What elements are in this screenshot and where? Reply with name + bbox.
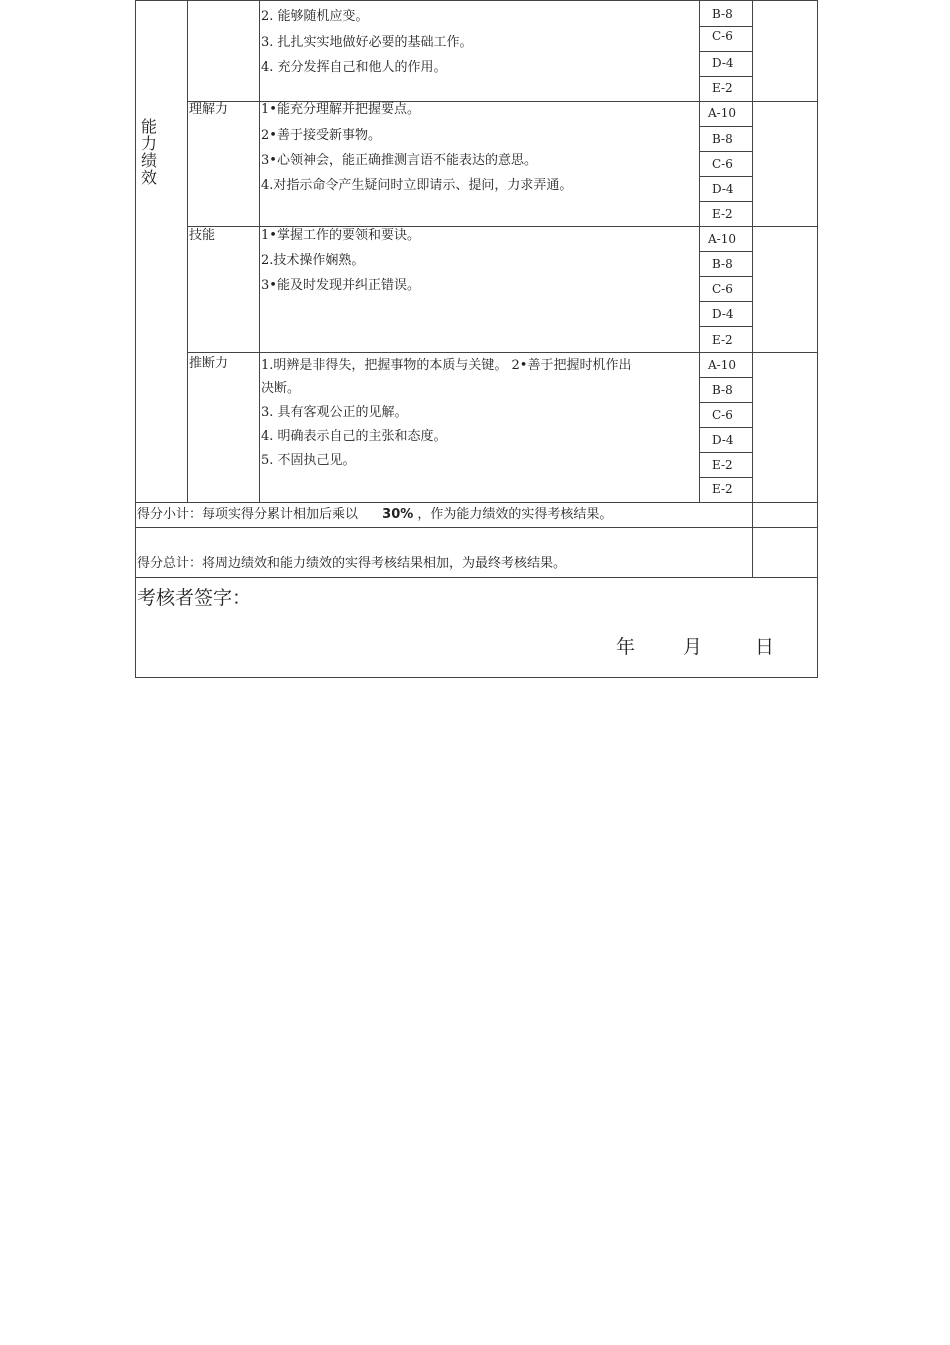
grade-option[interactable]: E-2 — [712, 333, 733, 347]
criterion-item: 3•能及时发现并纠正错误。 — [261, 278, 420, 293]
grade-sep — [699, 151, 752, 152]
signature-top — [135, 577, 818, 578]
grade-option[interactable]: A-10 — [708, 358, 736, 372]
col-sep-category — [187, 0, 188, 502]
grade-option[interactable]: A-10 — [708, 232, 736, 246]
criterion-item: 4. 明确表示自己的主张和态度。 — [261, 429, 447, 444]
grade-sep — [699, 201, 752, 202]
subtotal-percent: 30% — [382, 507, 414, 522]
grade-sep — [699, 427, 752, 428]
criterion-item: 1•掌握工作的要领和要诀。 — [261, 228, 420, 243]
grade-sep — [699, 276, 752, 277]
criterion-item: 4.对指示命令产生疑问时立即请示、提问，力求弄通。 — [261, 178, 573, 193]
date-year[interactable]: 年 — [616, 636, 636, 658]
grade-option[interactable]: D-4 — [712, 56, 734, 70]
criterion-item: 决断。 — [261, 381, 301, 396]
grade-option[interactable]: D-4 — [712, 182, 734, 196]
grade-option[interactable]: C-6 — [712, 29, 733, 43]
grade-sep — [699, 477, 752, 478]
grade-option[interactable]: B-8 — [712, 7, 733, 21]
criterion-item: 3. 扎扎实实地做好必要的基础工作。 — [261, 35, 473, 50]
grade-option[interactable]: A-10 — [708, 106, 736, 120]
grade-option[interactable]: B-8 — [712, 383, 733, 397]
col-sep-grade — [752, 0, 753, 578]
grade-option[interactable]: B-8 — [712, 257, 733, 271]
subtotal-suffix: ，作为能力绩效的实得考核结果。 — [417, 507, 613, 522]
grade-option[interactable]: D-4 — [712, 307, 734, 321]
subtotal-top — [135, 502, 818, 503]
section-name: 技能 — [189, 228, 216, 243]
section-sep-2 — [187, 226, 818, 227]
signature-label: 考核者签字： — [137, 587, 252, 609]
grade-sep — [699, 301, 752, 302]
grade-option[interactable]: E-2 — [712, 482, 733, 496]
date-day[interactable]: 日 — [755, 636, 775, 658]
criterion-item: 5. 不固执己见。 — [261, 453, 356, 468]
criterion-item: 2•善于接受新事物。 — [261, 128, 381, 143]
border-bottom — [135, 677, 818, 678]
criterion-item: 1.明辨是非得失，把握事物的本质与关键。 2•善于把握时机作出 — [261, 358, 632, 373]
grade-sep — [699, 452, 752, 453]
section-name: 推断力 — [189, 356, 229, 371]
section-sep-3 — [187, 352, 818, 353]
grade-sep — [699, 126, 752, 127]
border-top — [135, 0, 818, 1]
grade-option[interactable]: C-6 — [712, 157, 733, 171]
grade-sep — [699, 176, 752, 177]
grade-option[interactable]: E-2 — [712, 81, 733, 95]
col-sep-name — [259, 0, 260, 502]
grade-sep — [699, 402, 752, 403]
date-month[interactable]: 月 — [683, 636, 703, 658]
appraisal-form — [135, 0, 818, 678]
section-name: 理解力 — [189, 102, 229, 117]
criterion-item: 3. 具有客观公正的见解。 — [261, 405, 408, 420]
grade-sep — [699, 251, 752, 252]
grade-option[interactable]: B-8 — [712, 132, 733, 146]
subtotal-prefix: 得分小计：每项实得分累计相加后乘以 — [137, 507, 359, 522]
grade-sep — [699, 51, 752, 52]
grade-option[interactable]: C-6 — [712, 408, 733, 422]
category-label: 能力绩效 — [140, 117, 157, 187]
criterion-item: 2.技术操作娴熟。 — [261, 253, 365, 268]
criterion-item: 1•能充分理解并把握要点。 — [261, 102, 420, 117]
grade-option[interactable]: E-2 — [712, 207, 733, 221]
criterion-item: 4. 充分发挥自己和他人的作用。 — [261, 60, 447, 75]
total-row: 得分总计：将周边绩效和能力绩效的实得考核结果相加，为最终考核结果。 — [137, 556, 567, 571]
grade-sep — [699, 26, 752, 27]
criterion-item: 3•心领神会，能正确推测言语不能表达的意思。 — [261, 153, 537, 168]
subtotal-row — [137, 507, 612, 523]
criterion-item: 2. 能够随机应变。 — [261, 9, 369, 24]
grade-option[interactable]: D-4 — [712, 433, 734, 447]
grade-sep — [699, 76, 752, 77]
grade-sep — [699, 326, 752, 327]
total-top — [135, 527, 818, 528]
grade-option[interactable]: C-6 — [712, 282, 733, 296]
grade-sep — [699, 377, 752, 378]
grade-option[interactable]: E-2 — [712, 458, 733, 472]
